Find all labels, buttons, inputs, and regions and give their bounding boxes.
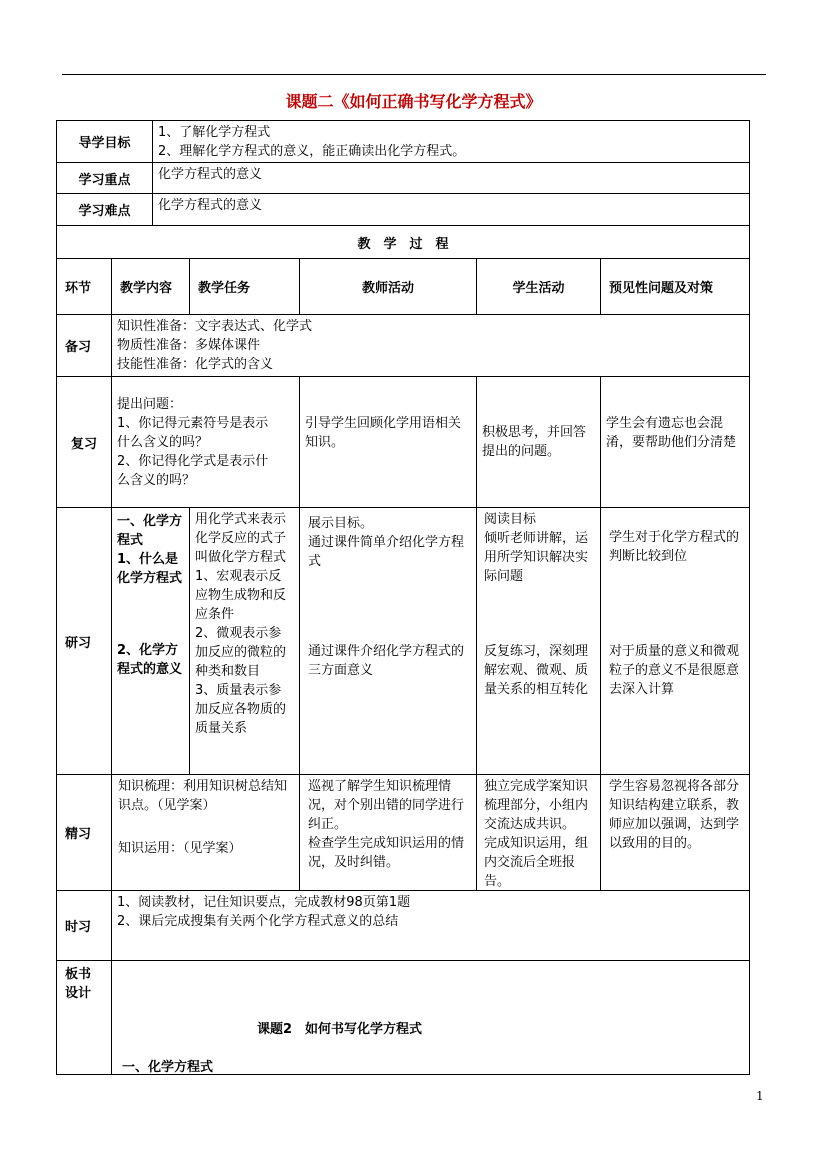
- difficulty-content: 化学方程式的意义: [152, 193, 750, 226]
- study-teacher: [299, 507, 477, 775]
- page-number: 1: [756, 1089, 764, 1103]
- study-teacher-part1: 展示目标。 通过课件简单介绍化学方程式: [308, 516, 465, 569]
- practice-content-part1: 知识梳理：利用知识树总结知识点。（见学案）: [118, 779, 288, 813]
- page-title: 课题二《如何正确书写化学方程式》: [285, 92, 542, 111]
- review-label: 复习: [56, 376, 112, 508]
- col-header-issues: 预见性问题及对策: [600, 258, 750, 315]
- practice-content: [111, 774, 300, 891]
- board-heading: 课题2 如何书写化学方程式: [257, 1022, 423, 1037]
- header-rule: [62, 74, 766, 75]
- key-content: 化学方程式的意义: [152, 162, 750, 194]
- col-header-student: 学生活动: [476, 258, 601, 315]
- study-task: 用化学式来表示化学反应的式子叫做化学方程式 1、宏观表示反应物生成物和反应条件 2、微观表示参加反应的微粒的种类和数目 3、质量表示参加反应各物质的质量关系: [189, 507, 300, 775]
- col-header-teacher: 教师活动: [299, 258, 477, 315]
- study-student-part1: 阅读目标 倾听老师讲解，运用所学知识解决实际问题: [484, 512, 589, 584]
- study-issues: [600, 507, 750, 775]
- board-content: [111, 960, 750, 1075]
- review-issues: 学生会有遗忘也会混淆，要帮助他们分清楚: [600, 376, 750, 508]
- study-issues-part2: 对于质量的意义和微观粒子的意义不是很愿意去深入计算: [609, 644, 740, 697]
- prep-label: 备习: [56, 314, 112, 377]
- prep-content: 知识性准备：文字表达式、化学式 物质性准备：多媒体课件 技能性准备：化学式的含义: [111, 314, 750, 377]
- col-header-stage: 环节: [56, 258, 112, 315]
- process-header: 教 学 过 程: [56, 225, 750, 259]
- study-student: [476, 507, 601, 775]
- board-label: 板书 设计: [56, 960, 112, 1075]
- study-content-part1: 一、化学方程式 1、什么是化学方程式: [117, 514, 183, 586]
- timely-content: 1、阅读教材，记住知识要点，完成教材98页第1题 2、课后完成搜集有关两个化学方程式意义的总结: [111, 890, 750, 961]
- practice-student: 独立完成学案知识梳理部分，小组内交流达成共识。 完成知识运用，组内交流后全班报告。: [476, 774, 601, 891]
- board-section: 一、化学方程式: [122, 1060, 214, 1075]
- key-label: 学习重点: [56, 162, 153, 194]
- review-content: 提出问题： 1、你记得元素符号是表示什么含义的吗？ 2、你记得化学式是表示什么含义的吗？: [111, 376, 300, 508]
- practice-teacher: 巡视了解学生知识梳理情况，对个别出错的同学进行纠正。 检查学生完成知识运用的情况，及时纠错。: [299, 774, 477, 891]
- study-content: [111, 507, 190, 775]
- goal-label: 导学目标: [56, 120, 153, 163]
- study-content-part2: 2、化学方程式的意义: [117, 643, 183, 677]
- timely-label: 时习: [56, 890, 112, 961]
- review-teacher: 引导学生回顾化学用语相关知识。: [299, 376, 477, 508]
- study-teacher-part2: 通过课件介绍化学方程式的三方面意义: [308, 644, 465, 678]
- difficulty-label: 学习难点: [56, 193, 153, 226]
- goal-content: 1、了解化学方程式 2、理解化学方程式的意义，能正确读出化学方程式。: [152, 120, 750, 163]
- practice-label: 精习: [56, 774, 112, 891]
- practice-issues: 学生容易忽视将各部分知识结构建立联系，教师应加以强调，达到学以致用的目的。: [600, 774, 750, 891]
- study-student-part2: 反复练习，深刻理解宏观、微观、质量关系的相互转化: [484, 644, 589, 697]
- study-issues-part1: 学生对于化学方程式的判断比较到位: [609, 530, 740, 564]
- review-student: 积极思考，并回答提出的问题。: [476, 376, 601, 508]
- col-header-content: 教学内容: [111, 258, 190, 315]
- col-header-task: 教学任务: [189, 258, 300, 315]
- study-label: 研习: [56, 507, 112, 775]
- practice-content-part2: 知识运用：（见学案）: [118, 841, 242, 856]
